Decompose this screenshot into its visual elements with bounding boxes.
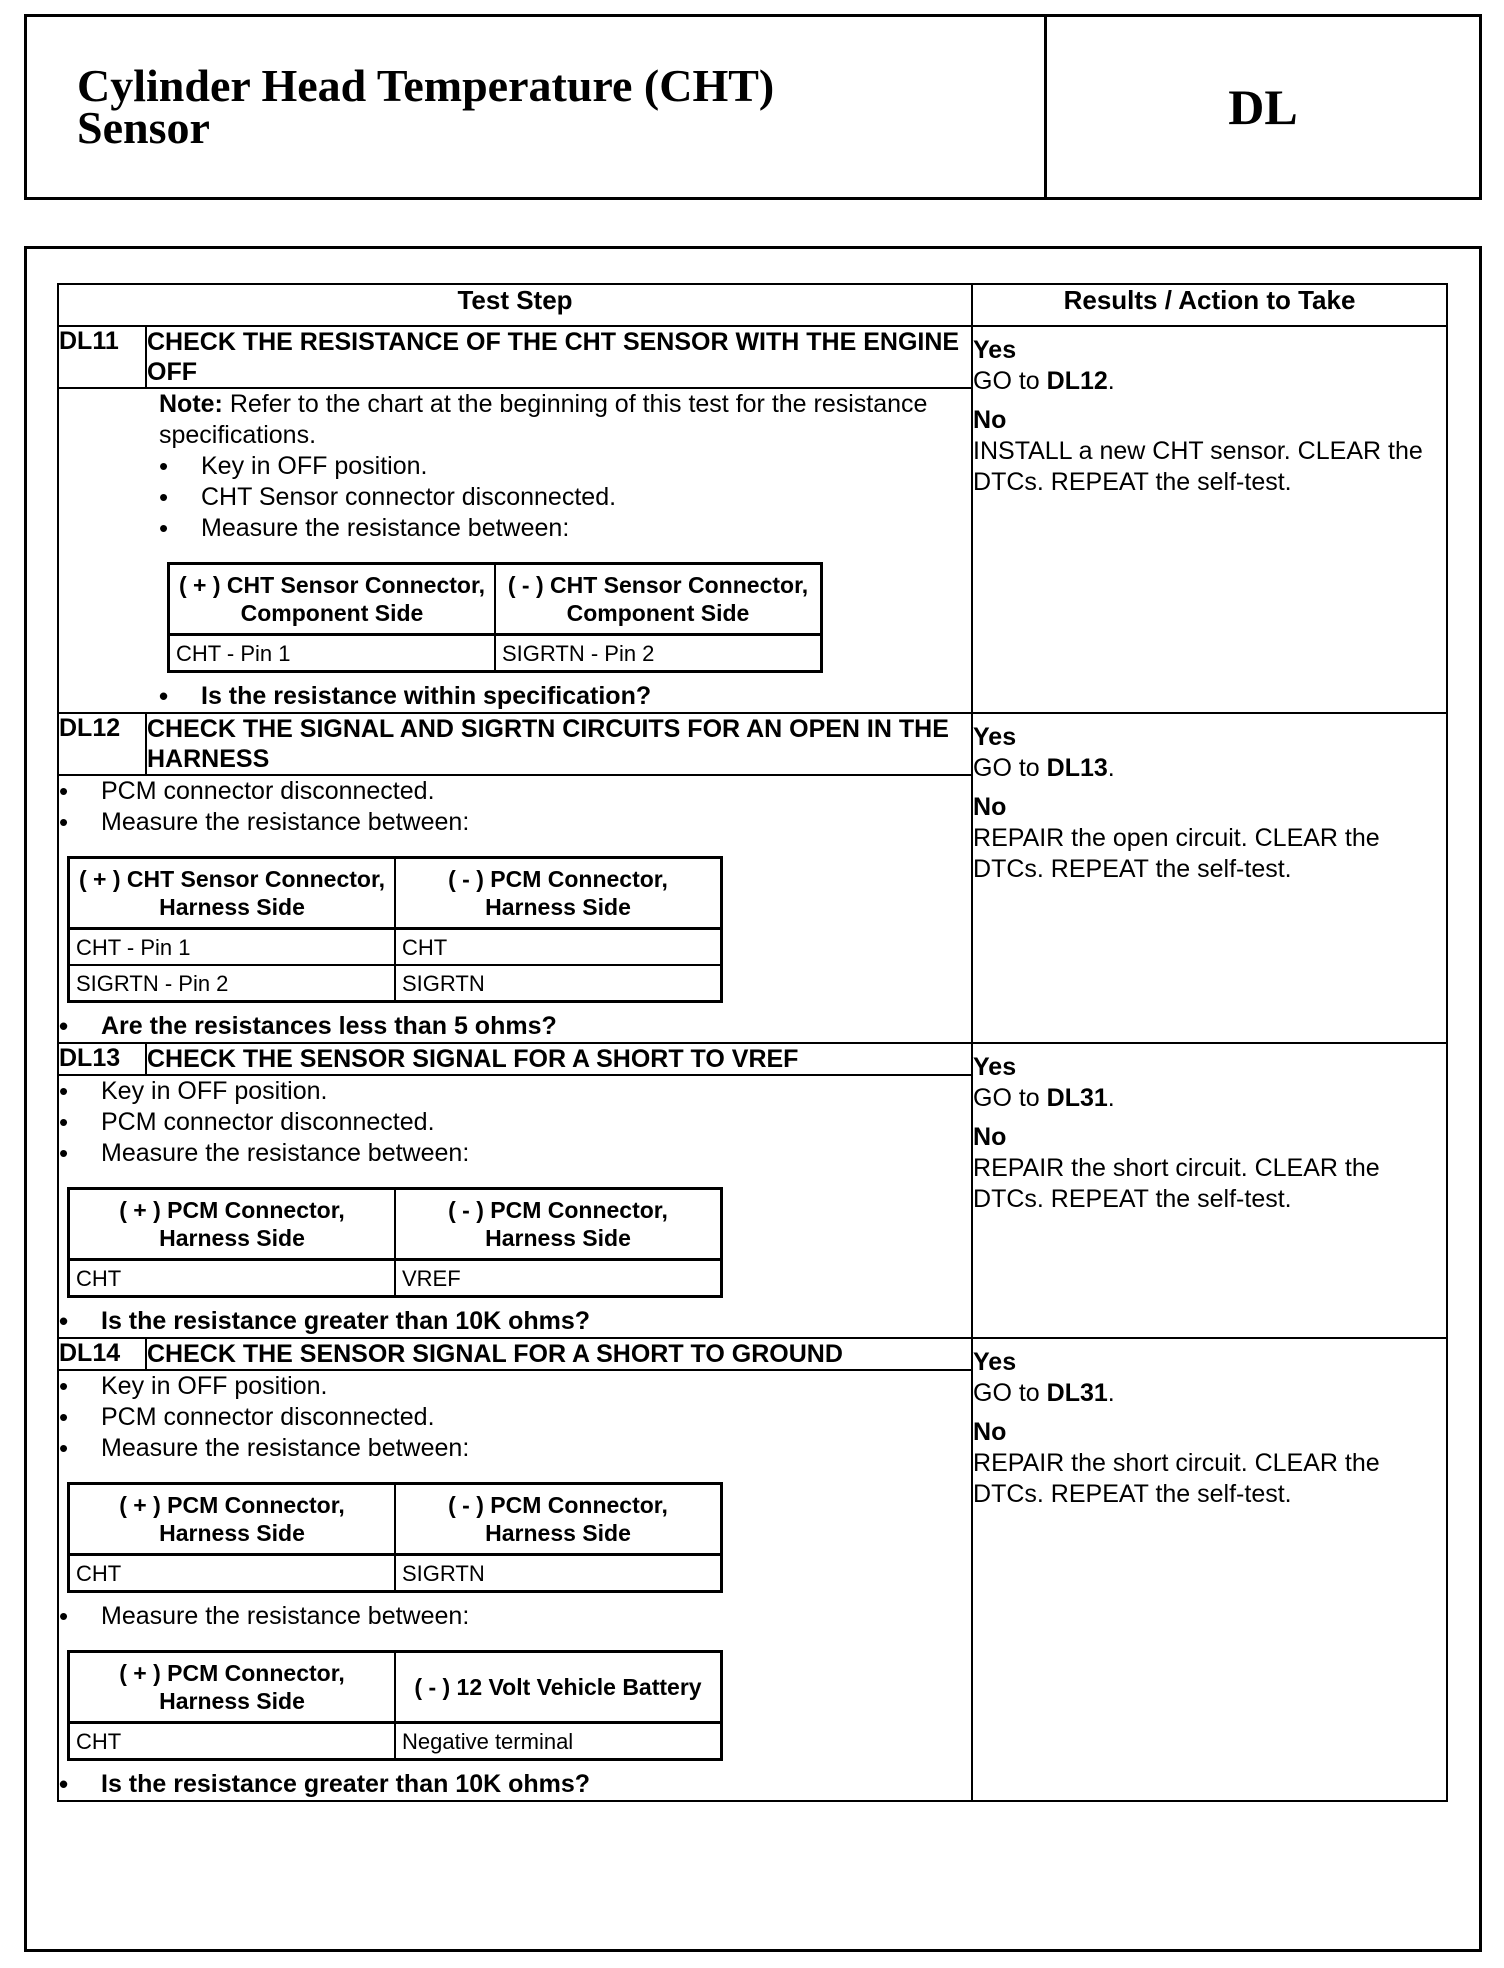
result-yes-label: Yes <box>973 1348 1017 1376</box>
result-no-label: No <box>973 1123 1007 1151</box>
measure-header-negative: ( - ) 12 Volt Vehicle Battery <box>395 1652 722 1723</box>
step-id: DL11 <box>58 326 146 388</box>
page-title-line2: Sensor <box>77 102 210 153</box>
step-bullets <box>59 1371 971 1464</box>
result-yes-action: GO to DL13. <box>973 754 1115 782</box>
step-title-row <box>58 713 1447 775</box>
test-procedure-box <box>24 246 1482 1952</box>
measure-cell: VREF <box>395 1260 722 1297</box>
measure-header-positive: ( + ) PCM Connector, Harness Side <box>69 1189 396 1260</box>
result-yes-label: Yes <box>973 336 1017 364</box>
measure-header-positive: ( + ) PCM Connector, Harness Side <box>69 1484 396 1555</box>
goto-prefix: GO to <box>973 1084 1047 1112</box>
measurement-table-battery <box>67 1650 723 1761</box>
bullet-item: • PCM connector disconnected. <box>59 1107 971 1138</box>
section-code: DL <box>1228 79 1298 135</box>
measure-cell: CHT - Pin 1 <box>169 635 496 672</box>
bullet-item: • Measure the resistance between: <box>159 513 971 544</box>
measure-cell: CHT - Pin 1 <box>69 929 396 966</box>
measure-cell: CHT <box>69 1555 396 1592</box>
goto-step-link[interactable]: DL12 <box>1046 367 1108 395</box>
measure-header-negative: ( - ) PCM Connector, Harness Side <box>395 858 722 929</box>
step-title: CHECK THE RESISTANCE OF THE CHT SENSOR WITH THE ENGINE OFF <box>146 326 972 388</box>
measure-header-positive: ( + ) CHT Sensor Connector, Harness Side <box>69 858 396 929</box>
step-title: CHECK THE SENSOR SIGNAL FOR A SHORT TO GROUND <box>146 1338 972 1370</box>
measure-cell: SIGRTN <box>395 965 722 1002</box>
step-body <box>58 1370 972 1801</box>
result-no-label: No <box>973 793 1007 821</box>
result-yes-action: GO to DL31. <box>973 1084 1115 1112</box>
step-question: • Is the resistance greater than 10K ohms? <box>59 1306 971 1337</box>
measure-header-negative: ( - ) CHT Sensor Connector, Component Side <box>495 564 822 635</box>
bullet-item: • Key in OFF position. <box>59 1076 971 1107</box>
measure-row <box>69 1723 722 1760</box>
step-question: • Are the resistances less than 5 ohms? <box>59 1011 971 1042</box>
measure-cell: Negative terminal <box>395 1723 722 1760</box>
step-question: • Is the resistance greater than 10K ohms? <box>59 1769 971 1800</box>
test-step-table <box>57 283 1448 1802</box>
measure-cell: CHT <box>69 1723 396 1760</box>
step-bullets <box>59 1076 971 1169</box>
note-text: Refer to the chart at the beginning of this test for the resistance specifications. <box>159 390 928 449</box>
measure-header-positive: ( + ) PCM Connector, Harness Side <box>69 1652 396 1723</box>
measure-row <box>69 965 722 1002</box>
step-result <box>972 713 1447 1043</box>
step-title-row <box>58 326 1447 388</box>
page-title-line1: Cylinder Head Temperature (CHT) <box>77 60 775 111</box>
page-header <box>24 14 1482 200</box>
bullet-item: • Key in OFF position. <box>59 1371 971 1402</box>
step-body <box>58 1075 972 1338</box>
result-yes-label: Yes <box>973 1053 1017 1081</box>
measure-cell: CHT <box>395 929 722 966</box>
step-id: DL13 <box>58 1043 146 1075</box>
step-title-row <box>58 1043 1447 1075</box>
goto-prefix: GO to <box>973 754 1047 782</box>
measure-row <box>69 1555 722 1592</box>
measurement-table <box>67 1187 723 1298</box>
step-bullets <box>159 451 971 544</box>
step-body <box>58 388 972 713</box>
column-header-test-step: Test Step <box>58 284 972 326</box>
step-result <box>972 326 1447 713</box>
step-title-row <box>58 1338 1447 1370</box>
step-result <box>972 1043 1447 1338</box>
measure-cell: SIGRTN - Pin 2 <box>495 635 822 672</box>
measurement-table <box>67 1482 723 1593</box>
page-title <box>27 17 1047 197</box>
measurement-table <box>167 562 823 673</box>
measurement-table <box>67 856 723 1003</box>
note-label: Note: <box>159 390 223 418</box>
result-no-label: No <box>973 406 1007 434</box>
measure-cell: SIGRTN <box>395 1555 722 1592</box>
result-no-action: REPAIR the short circuit. CLEAR the DTCs. REPEAT the self-test. <box>973 1154 1380 1213</box>
measure-cell: CHT <box>69 1260 396 1297</box>
step-question: • Is the resistance within specification? <box>159 681 971 712</box>
measure-header-positive: ( + ) CHT Sensor Connector, Component Side <box>169 564 496 635</box>
step-body <box>58 775 972 1043</box>
result-no-label: No <box>973 1418 1007 1446</box>
bullet-item: • Measure the resistance between: <box>59 1601 971 1632</box>
result-yes-action: GO to DL31. <box>973 1379 1115 1407</box>
bullet-item: • Measure the resistance between: <box>59 807 971 838</box>
goto-step-link[interactable]: DL13 <box>1046 754 1108 782</box>
step-id: DL14 <box>58 1338 146 1370</box>
bullet-item: • PCM connector disconnected. <box>59 1402 971 1433</box>
measure-row <box>169 635 822 672</box>
step-title: CHECK THE SIGNAL AND SIGRTN CIRCUITS FOR AN OPEN IN THE HARNESS <box>146 713 972 775</box>
result-no-action: REPAIR the open circuit. CLEAR the DTCs. REPEAT the self-test. <box>973 824 1380 883</box>
bullet-item: • Measure the resistance between: <box>59 1433 971 1464</box>
step-result <box>972 1338 1447 1801</box>
column-header-results: Results / Action to Take <box>972 284 1447 326</box>
result-no-action: REPAIR the short circuit. CLEAR the DTCs. REPEAT the self-test. <box>973 1449 1380 1508</box>
measure-row <box>69 1260 722 1297</box>
measure-row <box>69 929 722 966</box>
bullet-item: • Measure the resistance between: <box>59 1138 971 1169</box>
step-bullets <box>59 776 971 838</box>
step-id: DL12 <box>58 713 146 775</box>
bullet-item: • Key in OFF position. <box>159 451 971 482</box>
measure-cell: SIGRTN - Pin 2 <box>69 965 396 1002</box>
step-title: CHECK THE SENSOR SIGNAL FOR A SHORT TO VREF <box>146 1043 972 1075</box>
goto-prefix: GO to <box>973 367 1047 395</box>
goto-step-link[interactable]: DL31 <box>1046 1379 1108 1407</box>
goto-step-link[interactable]: DL31 <box>1046 1084 1108 1112</box>
bullet-item: • CHT Sensor connector disconnected. <box>159 482 971 513</box>
table-header-row <box>58 284 1447 326</box>
goto-prefix: GO to <box>973 1379 1047 1407</box>
result-yes-label: Yes <box>973 723 1017 751</box>
result-no-action: INSTALL a new CHT sensor. CLEAR the DTCs. REPEAT the self-test. <box>973 437 1423 496</box>
measure-header-negative: ( - ) PCM Connector, Harness Side <box>395 1484 722 1555</box>
result-yes-action: GO to DL12. <box>973 367 1115 395</box>
measure-header-negative: ( - ) PCM Connector, Harness Side <box>395 1189 722 1260</box>
bullet-item: • PCM connector disconnected. <box>59 776 971 807</box>
step-note <box>159 389 971 451</box>
